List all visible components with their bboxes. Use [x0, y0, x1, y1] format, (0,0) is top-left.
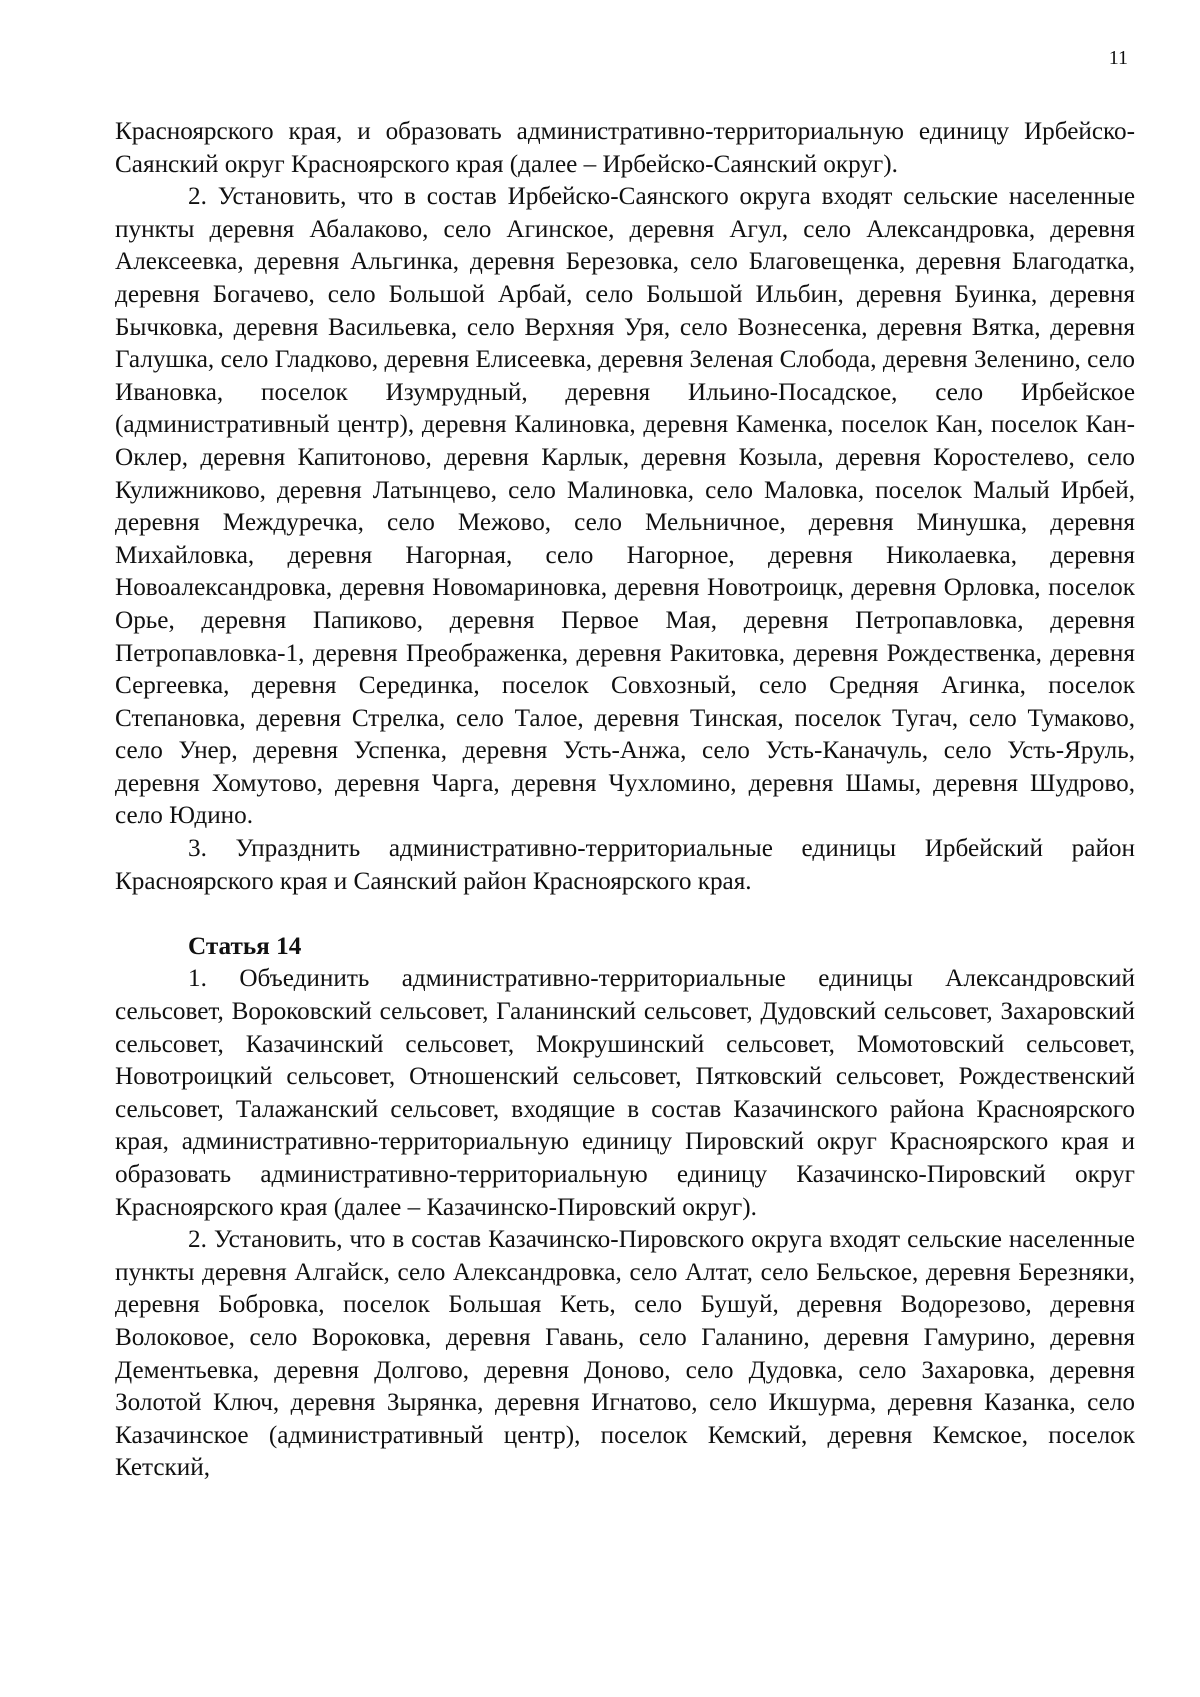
paragraph-item-2: 2. Установить, что в состав Ирбейско-Саянского округа входят сельские населенные пункты деревня Абалаково, село Агинское, деревня Агул, село Александровка, деревня Алексеевка, деревня Альгинка, деревня Березовка, село Благовещенка, деревня Благодатка, деревня Богачево, село Большой Арбай, село Большой Ильбин, деревня Буинка, деревня Бычковка, деревня Васильевка, село Верхняя Уря, село Вознесенка, деревня Вятка, деревня Галушка, село Гладково, деревня Елисеевка, деревня Зеленая Слобода, деревня Зеленино, село Ивановка, поселок Изумрудный, деревня Ильино-Посадское, село Ирбейское (административный центр), деревня Калиновка, деревня Каменка, поселок Кан, поселок Кан-Оклер, деревня Капитоново, деревня Карлык, деревня Козыла, деревня Коростелево, село Кулижниково, деревня Латынцево, село Малиновка, село Маловка, поселок Малый Ирбей, деревня Междуречка, село Межово, село Мельничное, деревня Минушка, деревня Михайловка, деревня Нагорная, село Нагорное, деревня Николаевка, деревня Новоалександровка, деревня Новомариновка, деревня Новотроицк, деревня Орловка, поселок Орье, деревня Папиково, деревня Первое Мая, деревня Петропавловка, деревня Петропавловка-1, деревня Преображенка, деревня Ракитовка, деревня Рождественка, деревня Сергеевка, деревня Серединка, поселок Совхозный, село Средняя Агинка, поселок Степановка, деревня Стрелка, село Талое, деревня Тинская, поселок Тугач, село Тумаково, село Унер, деревня Успенка, деревня Усть-Анжа, село Усть-Каначуль, село Усть-Яруль, деревня Хомутово, деревня Чарга, деревня Чухломино, деревня Шамы, деревня Шудрово, село Юдино.: [115, 183, 1135, 830]
article-heading: Статья 14: [188, 932, 302, 960]
paragraph-item-3: 3. Упразднить административно-территориальные единицы Ирбейский район Красноярского края и Саянский район Красноярского края.: [115, 835, 1135, 895]
document-body: [115, 116, 1135, 1485]
paragraph-continuation: Красноярского края, и образовать административно-территориальную единицу Ирбейско-Саянский округ Красноярского края (далее – Ирбейско-Саянский округ).: [115, 118, 1135, 178]
section-spacer: [115, 898, 1135, 931]
page-number: 11: [1108, 47, 1128, 69]
article-paragraph-2: 2. Установить, что в состав Казачинско-Пировского округа входят сельские населенные пункты деревня Алгайск, село Александровка, село Алтат, село Бельское, деревня Березняки, деревня Бобровка, поселок Большая Кеть, село Бушуй, деревня Водорезово, деревня Волоковое, село Вороковка, деревня Гавань, село Галанино, деревня Гамурино, деревня Дементьевка, деревня Долгово, деревня Доново, село Дудовка, село Захаровка, деревня Золотой Ключ, деревня Зырянка, деревня Игнатово, село Икшурма, деревня Казанка, село Казачинское (административный центр), поселок Кемский, деревня Кемское, поселок Кетский,: [115, 1226, 1135, 1482]
article-paragraph-1: 1. Объединить административно-территориальные единицы Александровский сельсовет, Вороковский сельсовет, Галанинский сельсовет, Дудовский сельсовет, Захаровский сельсовет, Казачинский сельсовет, Мокрушинский сельсовет, Момотовский сельсовет, Новотроицкий сельсовет, Отношенский сельсовет, Пятковский сельсовет, Рождественский сельсовет, Талажанский сельсовет, входящие в состав Казачинского района Красноярского края, административно-территориальную единицу Пировский округ Красноярского края и образовать административно-территориальную единицу Казачинско-Пировский округ Красноярского края (далее – Казачинско-Пировский округ).: [115, 965, 1135, 1221]
